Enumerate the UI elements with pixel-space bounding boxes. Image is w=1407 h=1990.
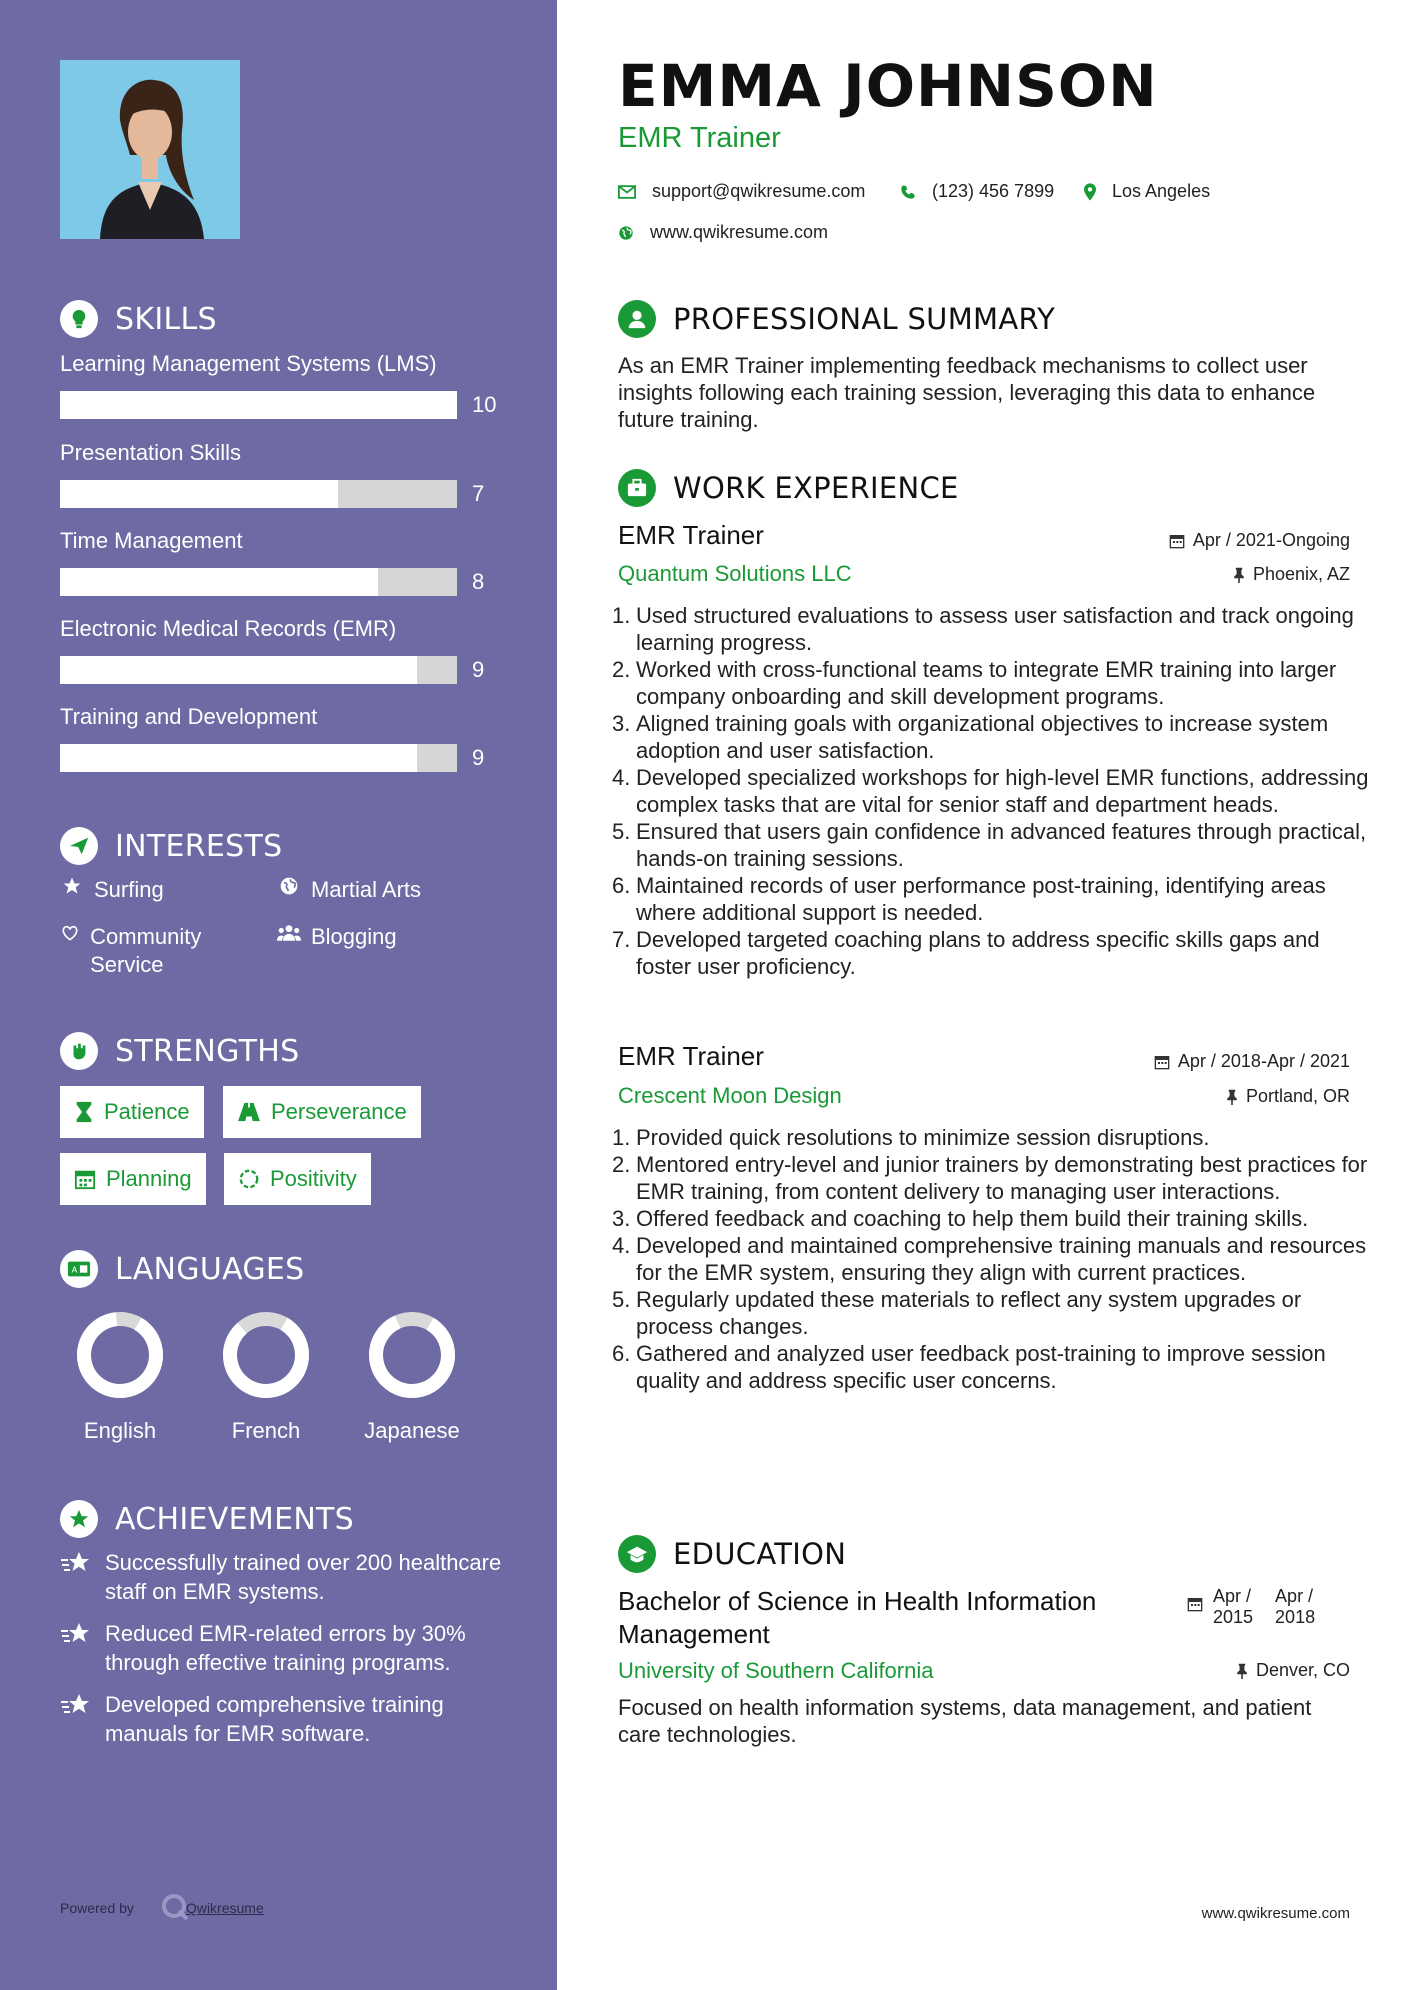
strength-tag (60, 1086, 204, 1138)
achievement-text: Developed comprehensive training manuals for EMR software. (105, 1692, 444, 1746)
globe-icon (618, 225, 634, 241)
job-dates-text: Apr / 2021-Ongoing (1192, 530, 1350, 550)
language-item (47, 1310, 193, 1444)
skills-title: SKILLS (115, 301, 217, 337)
bullet-number: 6. (612, 873, 631, 898)
bullet-text: Maintained records of user performance post-training, identifying areas where additional support is needed. (636, 873, 1326, 925)
heart-icon (60, 923, 80, 943)
contact-location (1084, 181, 1210, 202)
job-bullet (612, 1151, 1372, 1205)
job-location (1226, 1086, 1350, 1107)
skill-bar-fill (60, 744, 417, 772)
achievement-item (60, 1690, 520, 1748)
experience-title: WORK EXPERIENCE (673, 471, 959, 505)
education-text: Focused on health information systems, data management, and patient care technologies. (618, 1695, 1312, 1747)
education-location (1236, 1660, 1350, 1681)
powered-by-label: Powered by (60, 1900, 134, 1916)
language-name: Japanese (364, 1418, 460, 1443)
skill-bar-fill (60, 391, 457, 419)
job-bullets (612, 602, 1372, 980)
job-location (1233, 564, 1350, 585)
language-item (339, 1310, 485, 1444)
achievement-text: Reduced EMR-related errors by 30% through effective training programs. (105, 1621, 466, 1675)
contact-website[interactable] (618, 222, 828, 243)
phone-text: (123) 456 7899 (932, 181, 1055, 201)
bullet-text: Developed and maintained comprehensive training manuals and resources for the EMR system, ensuring they align with current practices. (636, 1233, 1367, 1285)
bullet-number: 4. (612, 765, 631, 790)
end-month: Apr / (1275, 1586, 1314, 1606)
graduation-icon (618, 1535, 656, 1573)
strength-label: Perseverance (271, 1099, 407, 1124)
language-donut (221, 1310, 311, 1400)
footer-url[interactable]: www.qwikresume.com (1201, 1905, 1350, 1922)
skill-name: Presentation Skills (60, 440, 241, 465)
skill-bar (60, 568, 457, 596)
skill-level: 8 (472, 569, 485, 594)
bullet-text: Provided quick resolutions to minimize session disruptions. (636, 1125, 1210, 1150)
interest-label: Martial Arts (311, 877, 422, 902)
candidate-role: EMR Trainer (618, 122, 781, 154)
job-bullet (612, 926, 1372, 980)
school-name: University of Southern California (618, 1658, 934, 1683)
bullet-number: 4. (612, 1233, 631, 1258)
bullet-number: 3. (612, 711, 631, 736)
strength-label: Planning (106, 1166, 192, 1191)
languages-title: LANGUAGES (115, 1251, 305, 1287)
bullet-text: Regularly updated these materials to reflect any system upgrades or process changes. (636, 1287, 1302, 1339)
job-bullet (612, 710, 1372, 764)
education-heading (618, 1535, 846, 1573)
interests-heading (60, 827, 282, 865)
skill-bar (60, 744, 457, 772)
calendar-icon (1154, 1054, 1170, 1070)
interest-item (60, 876, 164, 904)
achievements-title: ACHIEVEMENTS (115, 1501, 355, 1537)
job-bullet (612, 872, 1372, 926)
strengths-heading (60, 1032, 299, 1070)
job-bullet (612, 1124, 1372, 1151)
job-bullet (612, 1232, 1372, 1286)
strength-label: Positivity (270, 1166, 357, 1191)
fist-icon (60, 1032, 98, 1070)
email-text: support@qwikresume.com (652, 181, 866, 201)
achievement-item (60, 1619, 520, 1677)
lightbulb-icon (60, 300, 98, 338)
job-bullet (612, 818, 1372, 872)
shooting-star-icon (60, 1621, 94, 1677)
user-icon (618, 300, 656, 338)
skill-bar-fill (60, 480, 338, 508)
skill-name: Electronic Medical Records (EMR) (60, 616, 397, 641)
skill-level: 9 (472, 745, 485, 770)
skill-level: 9 (472, 657, 485, 682)
skill-level: 7 (472, 481, 485, 506)
skill-bar (60, 391, 457, 419)
profile-photo (60, 60, 240, 239)
bullet-text: Offered feedback and coaching to help them build their training skills. (636, 1206, 1309, 1231)
start-month: Apr / (1213, 1586, 1252, 1606)
achievement-item (60, 1548, 520, 1606)
skill-bar-fill (60, 656, 417, 684)
spinner-icon (238, 1168, 260, 1190)
language-name: French (231, 1418, 301, 1443)
job-location-text: Phoenix, AZ (1252, 564, 1350, 584)
bullet-number: 1. (612, 603, 631, 628)
shooting-star-icon (60, 1550, 94, 1606)
interest-label: Surfing (94, 877, 164, 902)
calendar-icon (1169, 533, 1185, 549)
degree-title (618, 1585, 1158, 1651)
bullet-text: Used structured evaluations to assess user satisfaction and track ongoing learning progress. (636, 603, 1354, 655)
language-name: English (83, 1418, 157, 1443)
pushpin-icon (1236, 1663, 1248, 1679)
skill-name: Training and Development (60, 704, 318, 729)
education-title: EDUCATION (673, 1537, 847, 1571)
language-item (193, 1310, 339, 1444)
bullet-text: Mentored entry-level and junior trainers by demonstrating best practices for EMR training, from content delivery to managing user interactions. (636, 1152, 1368, 1204)
bullet-text: Developed specialized workshops for high-level EMR functions, addressing complex tasks that are vital for senior staff and department heads. (636, 765, 1369, 817)
job-dates (1154, 1051, 1350, 1072)
job-location-text: Portland, OR (1245, 1086, 1350, 1106)
interest-item (60, 923, 250, 979)
bullet-text: Worked with cross-functional teams to integrate EMR training into larger company onboarding and skill development programs. (636, 657, 1337, 709)
experience-heading (618, 469, 959, 507)
strength-label: Patience (104, 1099, 190, 1124)
language-donut (367, 1310, 457, 1400)
start-year: 2015 (1213, 1607, 1254, 1627)
job-dates-text: Apr / 2018-Apr / 2021 (1177, 1051, 1350, 1071)
interest-item (277, 876, 421, 904)
degree-line-2: Management (618, 1619, 770, 1649)
strengths-title: STRENGTHS (115, 1033, 300, 1069)
summary-heading (618, 300, 1055, 338)
qwikresume-link[interactable]: Qwikresume (185, 1900, 264, 1916)
job-title: EMR Trainer (618, 520, 764, 550)
strength-tag (223, 1086, 421, 1138)
skill-bar (60, 656, 457, 684)
contact-phone[interactable] (900, 181, 1054, 202)
calendar-icon (1187, 1596, 1203, 1617)
road-icon (237, 1102, 261, 1122)
bullet-number: 2. (612, 657, 631, 682)
powered-by (60, 1900, 264, 1916)
job-bullet (612, 1205, 1372, 1232)
calendar-icon (74, 1168, 96, 1190)
job-company: Crescent Moon Design (618, 1083, 842, 1108)
skill-name: Time Management (60, 528, 243, 553)
language-donut (75, 1310, 165, 1400)
summary-text: As an EMR Trainer implementing feedback mechanisms to collect user insights following each training session, leveraging this data to enhance future training. (618, 353, 1316, 432)
bullet-number: 1. (612, 1125, 631, 1150)
languages-heading (60, 1250, 305, 1288)
website-text: www.qwikresume.com (650, 222, 829, 242)
bullet-number: 5. (612, 819, 631, 844)
skill-name: Learning Management Systems (LMS) (60, 351, 437, 376)
bullet-text: Ensured that users gain confidence in advanced features through practical, hands-on training sessions. (636, 819, 1367, 871)
skill-level: 10 (472, 392, 497, 417)
interests-title: INTERESTS (115, 828, 283, 864)
end-year: 2018 (1275, 1607, 1316, 1627)
job-bullets (612, 1124, 1372, 1394)
location-text: Los Angeles (1112, 181, 1211, 201)
job-bullet (612, 602, 1372, 656)
candidate-name: EMMA JOHNSON (618, 52, 1158, 120)
bullet-number: 5. (612, 1287, 631, 1312)
skill-bar-fill (60, 568, 378, 596)
interest-label: Community Service (90, 924, 202, 977)
education-location-text: Denver, CO (1255, 1660, 1350, 1680)
bullet-number: 3. (612, 1206, 631, 1231)
briefcase-icon (618, 469, 656, 507)
globe-icon (277, 876, 301, 896)
svg-text:A: A (71, 1264, 78, 1275)
strength-tag (60, 1153, 206, 1205)
job-bullet (612, 1286, 1372, 1340)
summary-title: PROFESSIONAL SUMMARY (673, 302, 1056, 336)
shooting-star-icon (60, 1692, 94, 1748)
job-bullet (612, 764, 1372, 818)
language-icon (60, 1250, 98, 1288)
job-title: EMR Trainer (618, 1041, 764, 1071)
job-bullet (612, 1340, 1372, 1394)
bullet-number: 2. (612, 1152, 631, 1177)
pushpin-icon (1226, 1089, 1238, 1105)
bullet-text: Aligned training goals with organizational objectives to increase system adoption and user satisfaction. (636, 711, 1329, 763)
envelope-icon (618, 185, 636, 199)
bullet-number: 6. (612, 1341, 631, 1366)
award-star-icon (60, 1500, 98, 1538)
job-company: Quantum Solutions LLC (618, 561, 852, 586)
contact-email[interactable] (618, 181, 865, 202)
bullet-text: Developed targeted coaching plans to address specific skills gaps and foster user proficiency. (636, 927, 1320, 979)
star-icon (60, 876, 84, 896)
strength-tag (224, 1153, 371, 1205)
interest-item (277, 923, 397, 951)
skills-heading (60, 300, 217, 338)
hourglass-icon (74, 1101, 94, 1123)
users-icon (277, 923, 301, 943)
job-bullet (612, 656, 1372, 710)
interest-label: Blogging (311, 924, 397, 949)
achievement-text: Successfully trained over 200 healthcare staff on EMR systems. (105, 1550, 502, 1604)
phone-icon (900, 184, 916, 200)
pushpin-icon (1233, 567, 1245, 583)
bullet-number: 7. (612, 927, 631, 952)
qwikresume-logo-icon (160, 1892, 190, 1925)
map-pin-icon (1084, 183, 1096, 201)
education-dates (1187, 1586, 1315, 1628)
job-dates (1169, 530, 1350, 551)
achievements-heading (60, 1500, 354, 1538)
paper-plane-icon (60, 827, 98, 865)
sidebar (0, 0, 557, 1990)
skill-bar (60, 480, 457, 508)
degree-line-1: Bachelor of Science in Health Information (618, 1586, 1097, 1616)
bullet-text: Gathered and analyzed user feedback post-training to improve session quality and address specific user concerns. (636, 1341, 1326, 1393)
